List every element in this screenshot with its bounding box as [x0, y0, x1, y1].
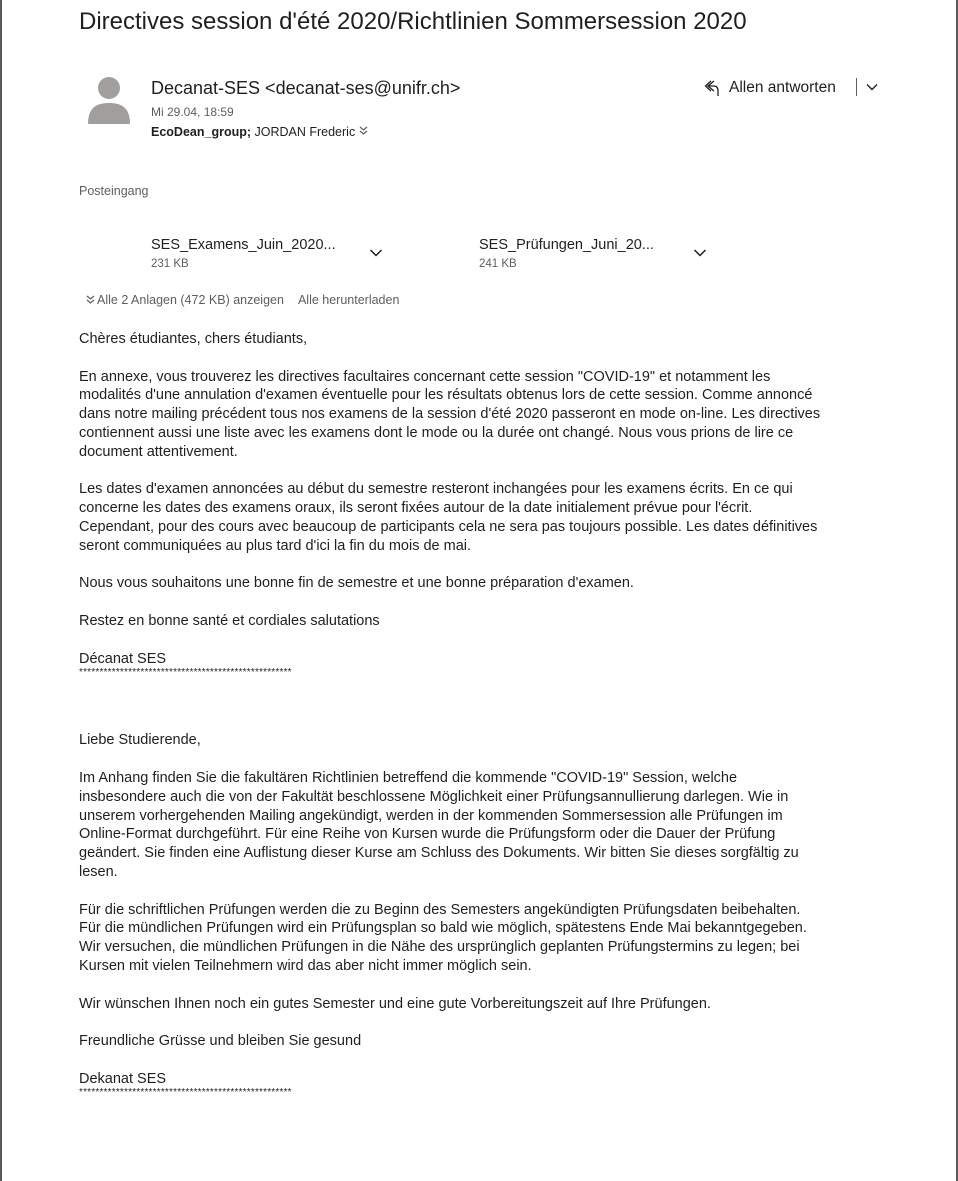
greeting-fr: Chères étudiantes, chers étudiants, — [79, 331, 308, 347]
chevron-down-icon — [693, 248, 707, 258]
reply-all-icon — [703, 79, 719, 97]
sender[interactable]: Decanat-SES <decanat-ses@unifr.ch> — [151, 78, 461, 98]
separator-line: **************************************************** — [79, 667, 292, 679]
attachment-card[interactable] — [151, 235, 411, 277]
attachment-name[interactable]: SES_Prüfungen_Juni_20... — [479, 237, 654, 253]
separator-line: **************************************************** — [79, 1087, 292, 1099]
reply-all-label: Allen antworten — [729, 79, 836, 96]
attachment-name[interactable]: SES_Examens_Juin_2020... — [151, 237, 336, 253]
paragraph-de-3: Wir wünschen Ihnen noch ein gutes Semester und eine gute Vorbereitungszeit auf Ihre Prüfungen. — [79, 995, 711, 1012]
folder-label[interactable]: Posteingang — [79, 184, 149, 198]
attachment-card[interactable] — [479, 235, 739, 277]
attachment-menu-button[interactable] — [693, 245, 709, 261]
email-subject: Directives session d'été 2020/Richtlinien Sommersession 2020 — [79, 8, 747, 35]
signature-fr: Décanat SES — [79, 650, 167, 667]
paragraph-fr-2: Les dates d'examen annoncées au début du semestre resteront inchangées pour les examens écrits. En ce qui concerne les dates des examens oraux, ils seront fixées autour de la date initialement prévue pour l'écrit. Cependant, pour des cours avec beaucoup de participants cela ne sera pas toujours possible. Les dates définitives seront communiquées au plus tard d'ici la fin du mois de mai. — [79, 481, 818, 554]
paragraph-fr-3: Nous vous souhaitons une bonne fin de semestre et une bonne préparation d'examen. — [79, 575, 634, 592]
sent-date: Mi 29.04, 18:59 — [151, 105, 234, 119]
recipient-person[interactable]: JORDAN Frederic — [251, 125, 356, 139]
divider — [856, 78, 857, 96]
signature-de: Dekanat SES — [79, 1070, 167, 1087]
download-all-link[interactable]: Alle herunterladen — [297, 293, 400, 307]
message-body — [79, 330, 899, 1098]
paragraph-de-1: Im Anhang finden Sie die fakultären Richtlinien betreffend die kommende "COVID-19" Session, welche insbesondere auch die von der Fakultät beschlossene Möglichkeit einer Prüfungsannullierung darlegen. Wie in unserem vorhergehenden Mailing angekündigt, werden in der kommenden Sommersession alle Prüfungen im Online-Format durchgeführt. Für eine Reihe von Kursen wurde die Prüfungsform oder die Dauer der Prüfung geändert. Sie finden eine Auflistung dieser Kurse am Schluss des Dokuments. Wir bitten Sie dieses sorgfältig zu lesen. — [79, 769, 799, 880]
closing-de: Freundliche Grüsse und bleiben Sie gesund — [79, 1033, 362, 1050]
attachment-actions — [86, 292, 399, 310]
paragraph-de-2: Für die schriftlichen Prüfungen werden die zu Beginn des Semesters angekündigten Prüfungsdaten beibehalten. Für die mündlichen Prüfungen wird ein Prüfungsplan so bald wie möglich, spätestens Ende Mai bekanntgegeben. Wir versuchen, die mündlichen Prüfungen in die Nähe des ursprünglich geplanten Prüfungstermins zu legen; bei Kursen mit vielen Teilnehmern wird das aber nicht immer möglich sein. — [79, 901, 807, 974]
attachment-size: 231 KB — [151, 258, 189, 270]
avatar — [86, 74, 132, 126]
reply-options-dropdown[interactable] — [864, 78, 880, 96]
double-chevron-down-icon[interactable] — [359, 124, 368, 141]
chevron-down-icon — [369, 248, 383, 258]
greeting-de: Liebe Studierende, — [79, 732, 201, 749]
recipient-group[interactable]: EcoDean_group; — [151, 125, 252, 139]
double-chevron-down-icon[interactable] — [86, 293, 95, 310]
paragraph-fr-1: En annexe, vous trouverez les directives facultaires concernant cette session "COVID-19" et notamment les modalités d'une annulation d'examen éventuelle pour les résultats obtenus lors de cette session. Comme annoncé dans notre mailing précédent tous nos examens de la session d'été 2020 passeront en mode on-line. Les directives contiennent aussi une liste avec les examens dont le mode ou la durée ont changé. Nous vous prions de lire ce document attentivement. — [79, 368, 821, 460]
attachment-menu-button[interactable] — [369, 245, 385, 261]
closing-fr: Restez en bonne santé et cordiales salutations — [79, 612, 380, 629]
person-icon — [86, 74, 132, 126]
chevron-down-icon — [866, 83, 878, 91]
recipients[interactable] — [151, 124, 368, 141]
reply-all-button[interactable] — [703, 76, 836, 100]
show-all-attachments-link[interactable]: Alle 2 Anlagen (472 KB) anzeigen — [97, 293, 284, 307]
attachment-size: 241 KB — [479, 258, 517, 270]
